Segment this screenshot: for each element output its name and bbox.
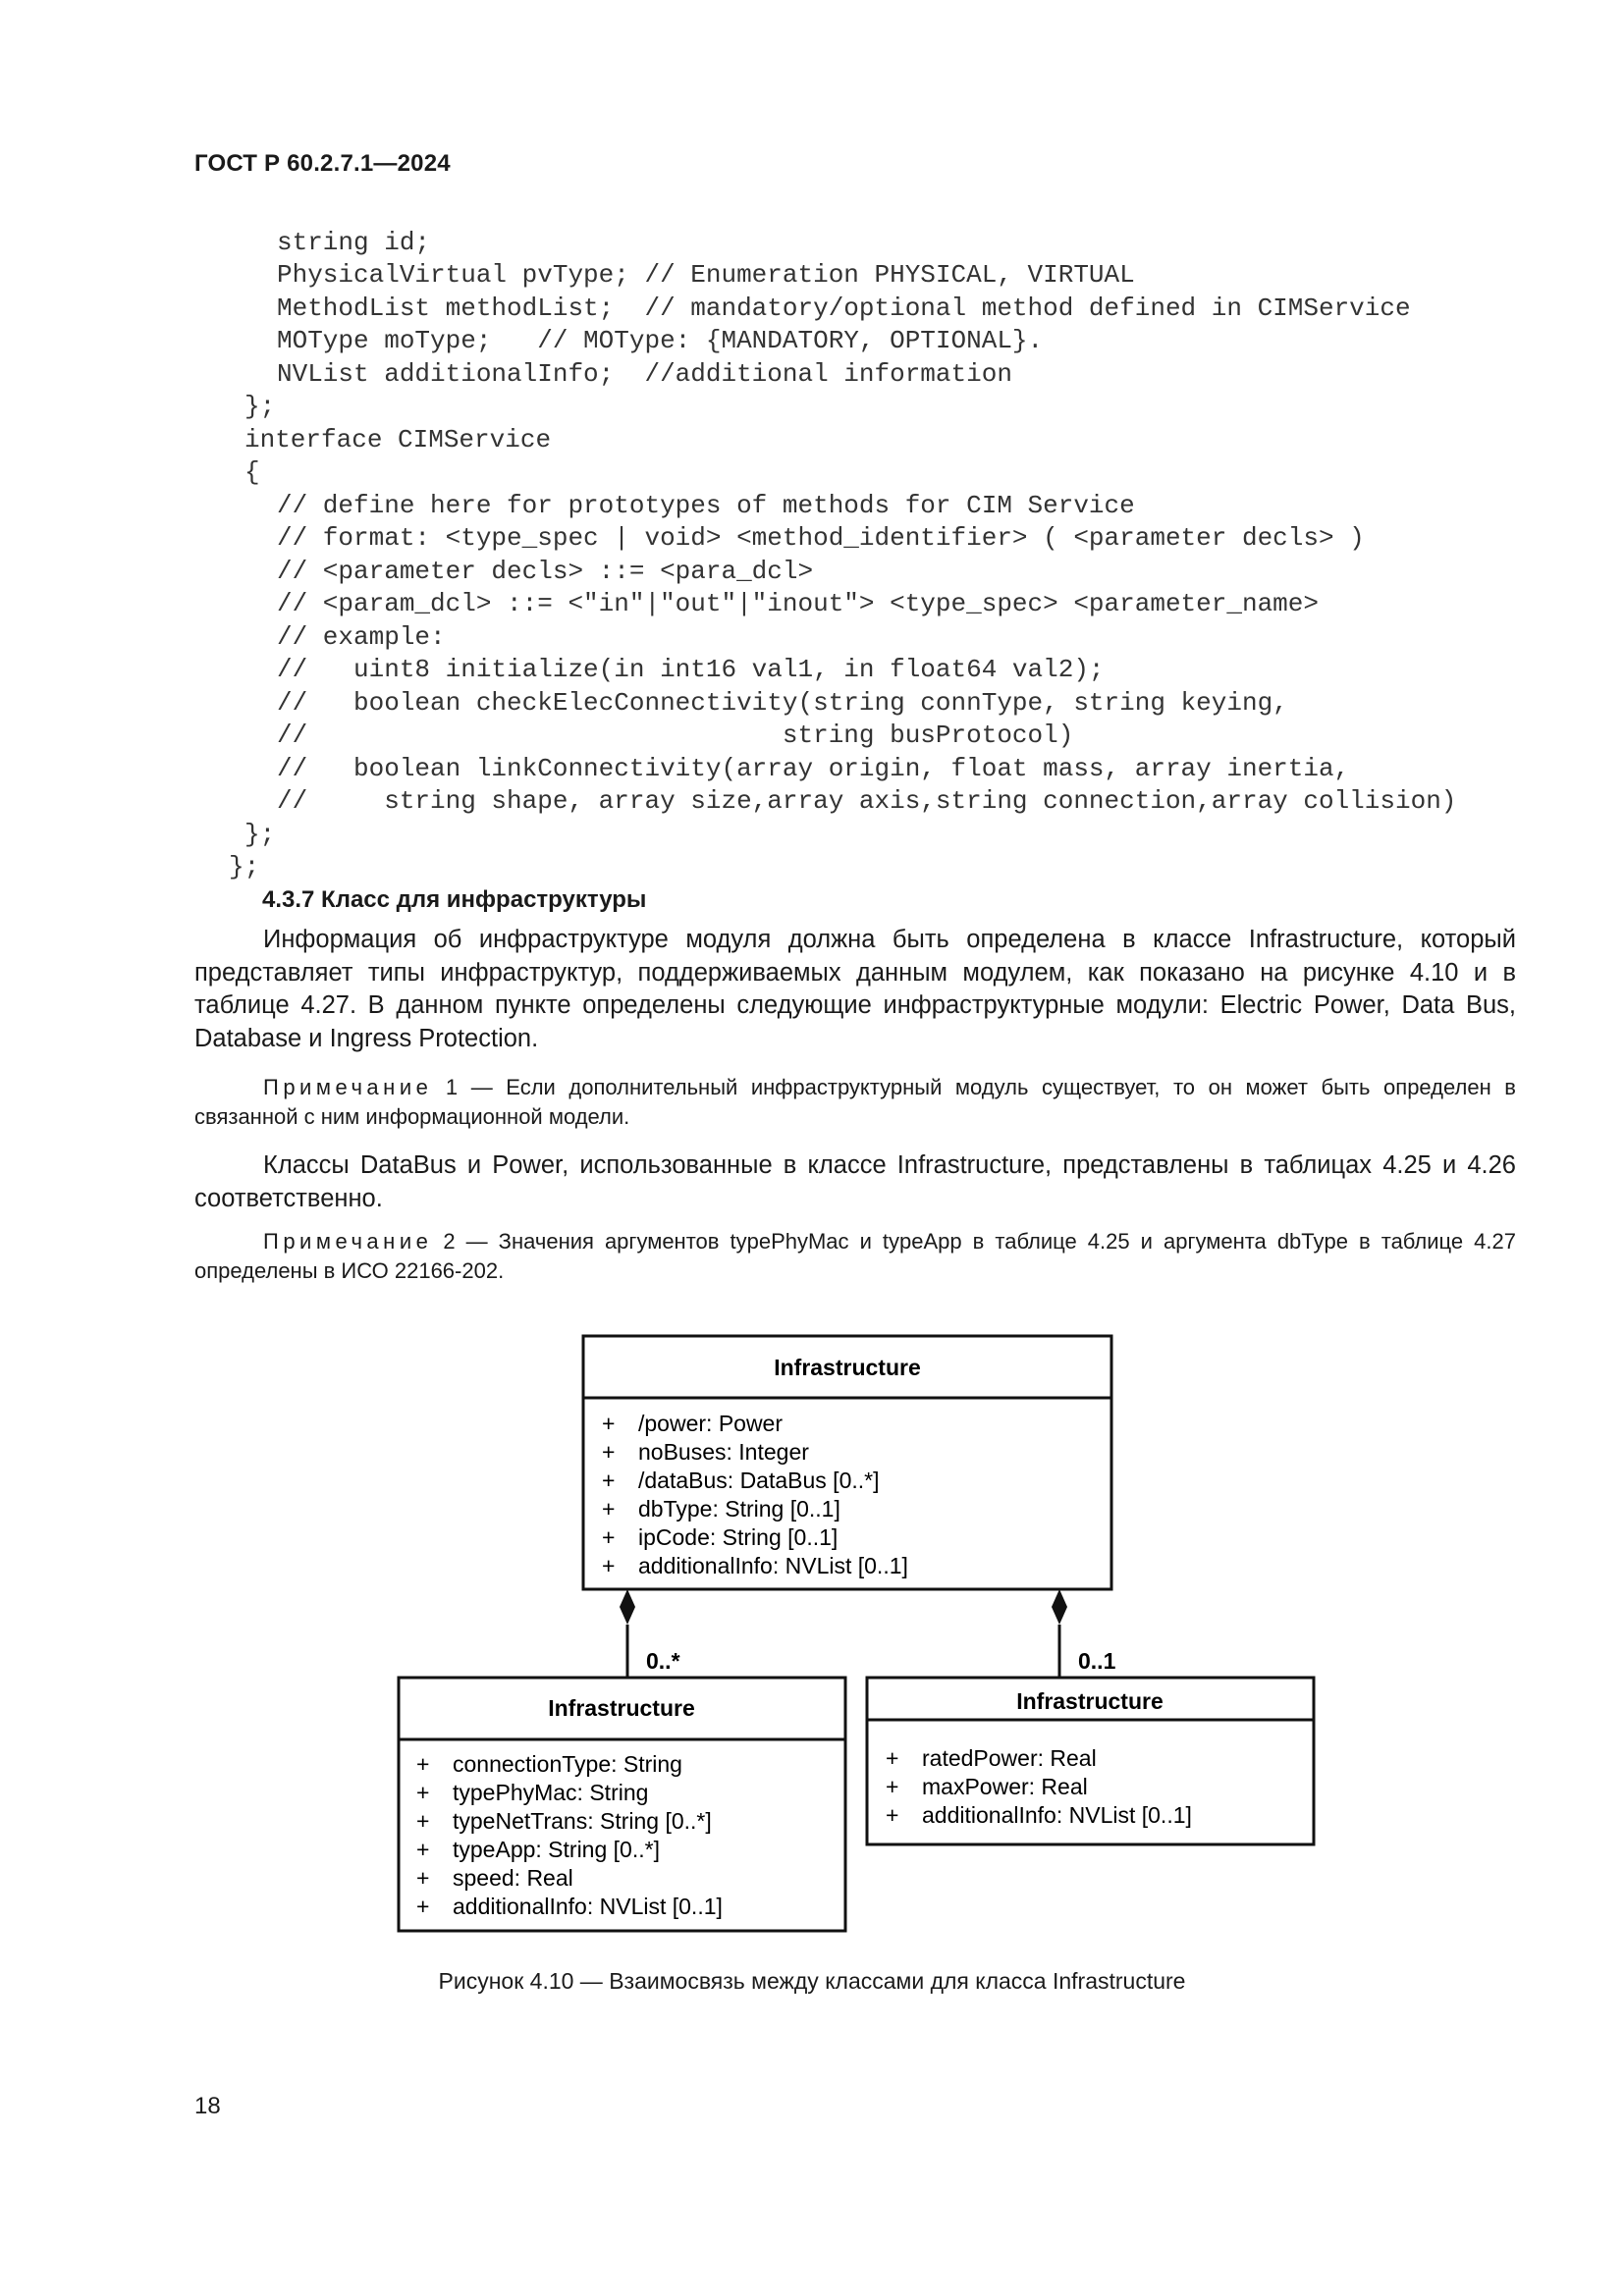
code-line: }; [244, 392, 276, 421]
visibility-marker: + [416, 1837, 430, 1862]
visibility-marker: + [886, 1774, 899, 1799]
left-attr: connectionType: String [453, 1751, 682, 1777]
code-line: MOType moType; // MOType: {MANDATORY, OPTIONAL}. [277, 326, 1044, 355]
code-line: // uint8 initialize(in int16 val1, in float64 val2); [277, 655, 1105, 684]
paragraph-1-text: Информация об инфраструктуре модуля должна быть определена в классе Infrastructure, который представляет типы инфраструктур, поддерживаемых данным модулем, как показано на рисунке 4.10 и в таблице 4.27. В данном пункте определены следующие инфраструктурные модули: Electric Power, Data Bus, Database и Ingress Protection. [194, 926, 1516, 1052]
code-line: // <param_dcl> ::= <"in"|"out"|"inout"> <type_spec> <parameter_name> [277, 589, 1319, 618]
top-class-attrs [602, 1411, 908, 1578]
right-attr: additionalInfo: NVList [0..1] [922, 1802, 1192, 1828]
visibility-marker: + [602, 1411, 616, 1436]
code-line: }; [244, 820, 276, 849]
visibility-marker: + [886, 1745, 899, 1771]
multiplicity-left: 0..* [646, 1648, 680, 1674]
code-line: { [244, 457, 260, 487]
left-attr: typeApp: String [0..*] [453, 1837, 660, 1862]
code-line: // boolean checkElecConnectivity(string connType, string keying, [277, 688, 1288, 718]
top-class-title: Infrastructure [774, 1355, 921, 1380]
page-number: 18 [194, 2093, 221, 2119]
code-line: // define here for prototypes of methods for CIM Service [277, 491, 1135, 520]
code-line: interface CIMService [244, 425, 552, 454]
note-1-text: 1 — Если дополнительный инфраструктурный модуль существует, то он может быть определен в связанной с ним информационной модели. [194, 1075, 1516, 1129]
top-attr: noBuses: Integer [638, 1439, 809, 1465]
code-line: // format: <type_spec | void> <method_identifier> ( <parameter decls> ) [277, 523, 1365, 553]
visibility-marker: + [416, 1808, 430, 1834]
paragraph-2-text: Классы DataBus и Power, использованные в классе Infrastructure, представлены в таблицах 4.25 и 4.26 соответственно. [194, 1151, 1516, 1212]
top-attr: additionalInfo: NVList [0..1] [638, 1553, 908, 1578]
note-2-text: 2 — Значения аргументов typePhyMac и typeApp в таблице 4.25 и аргумента dbType в таблице 4.27 определены в ИСО 22166-202. [194, 1229, 1516, 1283]
visibility-marker: + [416, 1865, 430, 1891]
visibility-marker: + [886, 1802, 899, 1828]
code-line: NVList additionalInfo; //additional information [277, 359, 1012, 389]
visibility-marker: + [602, 1468, 616, 1493]
code-line: // string shape, array size,array axis,string connection,array collision) [277, 786, 1457, 816]
code-line: }; [229, 852, 260, 881]
left-attr: typePhyMac: String [453, 1780, 649, 1805]
visibility-marker: + [416, 1894, 430, 1919]
code-line: // boolean linkConnectivity(array origin, float mass, array inertia, [277, 754, 1350, 783]
code-line: // example: [277, 622, 446, 652]
top-attr: /power: Power [638, 1411, 784, 1436]
visibility-marker: + [602, 1439, 616, 1465]
visibility-marker: + [602, 1553, 616, 1578]
left-attr: speed: Real [453, 1865, 573, 1891]
code-line: MethodList methodList; // mandatory/optional method defined in CIMService [277, 294, 1411, 323]
right-class-attrs [886, 1745, 1192, 1828]
visibility-marker: + [602, 1496, 616, 1522]
right-attr: ratedPower: Real [922, 1745, 1097, 1771]
figure-caption: Рисунок 4.10 — Взаимосвязь между классами для класса Infrastructure [438, 1968, 1186, 1994]
visibility-marker: + [416, 1751, 430, 1777]
visibility-marker: + [416, 1780, 430, 1805]
composition-diamond-right [1052, 1589, 1067, 1625]
section-heading: 4.3.7 Класс для инфраструктуры [262, 886, 647, 913]
left-attr: typeNetTrans: String [0..*] [453, 1808, 712, 1834]
right-attr: maxPower: Real [922, 1774, 1088, 1799]
visibility-marker: + [602, 1524, 616, 1550]
code-line: // <parameter decls> ::= <para_dcl> [277, 557, 814, 586]
note-1-label: Примечание [263, 1075, 433, 1099]
code-line: // string busProtocol) [277, 721, 1074, 750]
code-line: string id; [277, 228, 431, 257]
document-header: ГОСТ Р 60.2.7.1—2024 [194, 150, 451, 177]
composition-diamond-left [620, 1589, 635, 1625]
multiplicity-right: 0..1 [1078, 1648, 1116, 1674]
left-attr: additionalInfo: NVList [0..1] [453, 1894, 723, 1919]
top-attr: ipCode: String [0..1] [638, 1524, 839, 1550]
left-class-title: Infrastructure [548, 1695, 695, 1721]
left-class-attrs [416, 1751, 723, 1919]
right-class-title: Infrastructure [1016, 1688, 1164, 1714]
note-2-label: Примечание [263, 1229, 433, 1254]
top-attr: /dataBus: DataBus [0..*] [638, 1468, 880, 1493]
top-attr: dbType: String [0..1] [638, 1496, 840, 1522]
code-line: PhysicalVirtual pvType; // Enumeration PHYSICAL, VIRTUAL [277, 260, 1135, 290]
